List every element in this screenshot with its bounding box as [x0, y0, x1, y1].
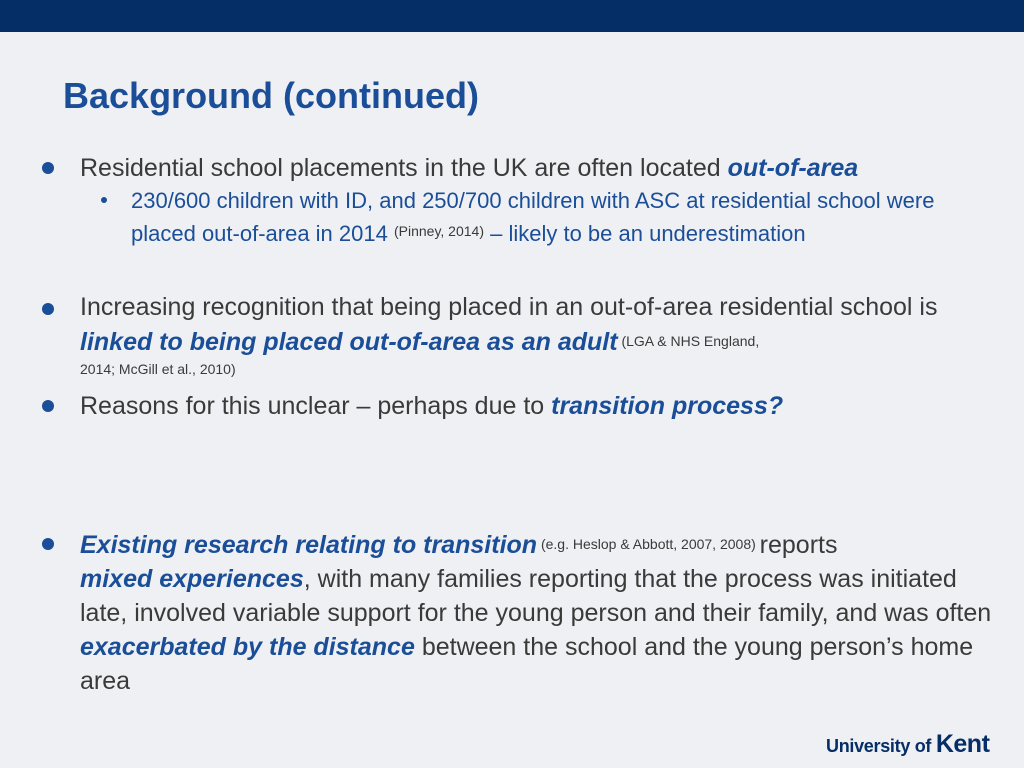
bullet-4-text-c: between the school and the young person’s home area — [80, 633, 974, 696]
bullet-4-text-b: , with many families reporting that the process was initiated late, involved variable support for the young person and their family, and was often — [80, 565, 992, 628]
bullet-2-text: Increasing recognition that being placed in an out-of-area residential school is — [80, 293, 938, 321]
bullet-4-emphasis-c: exacerbated by the distance — [80, 633, 415, 662]
logo-name: Kent — [935, 730, 990, 758]
bullet-4-text-a: reports — [759, 531, 838, 560]
bullet-2-citation-a: (LGA & NHS England, — [617, 333, 760, 349]
sub-bullet-1 — [131, 185, 961, 249]
bullet-dot — [42, 162, 54, 174]
sub-bullet-dot — [101, 197, 107, 203]
bullet-3 — [80, 389, 995, 423]
bullet-2-citation-b: 2014; McGill et al., 2010) — [80, 361, 236, 377]
sub-bullet-text-b: – likely to be an underestimation — [483, 220, 806, 246]
bullet-dot — [42, 538, 54, 550]
bullet-4-citation: (e.g. Heslop & Abbott, 2007, 2008) — [537, 536, 760, 552]
header-bar — [0, 0, 1024, 32]
bullet-dot — [42, 303, 54, 315]
bullet-4-emphasis-b: mixed experiences — [80, 565, 304, 594]
bullet-2-emphasis: linked to being placed out-of-area as an adult — [80, 328, 618, 357]
bullet-3-emphasis: transition process? — [551, 392, 784, 420]
bullet-dot — [42, 400, 54, 412]
sub-bullet-text-a: 230/600 children with ID, and 250/700 children with ASC at residential school were placed out-of-area in 2014 — [131, 188, 935, 246]
sub-bullet-citation: (Pinney, 2014) — [393, 223, 484, 239]
bullet-1 — [80, 151, 995, 185]
bullet-1-text: Residential school placements in the UK are often located — [80, 154, 728, 182]
university-of-kent-logo — [826, 730, 989, 759]
logo-prefix: University of — [826, 736, 936, 756]
bullet-2 — [80, 290, 995, 359]
slide-title: Background (continued) — [63, 75, 479, 116]
bullet-1-emphasis: out-of-area — [727, 154, 859, 182]
bullet-4 — [80, 527, 995, 698]
bullet-4-emphasis-a: Existing research relating to transition — [80, 531, 538, 560]
bullet-3-text: Reasons for this unclear – perhaps due to — [80, 392, 552, 420]
